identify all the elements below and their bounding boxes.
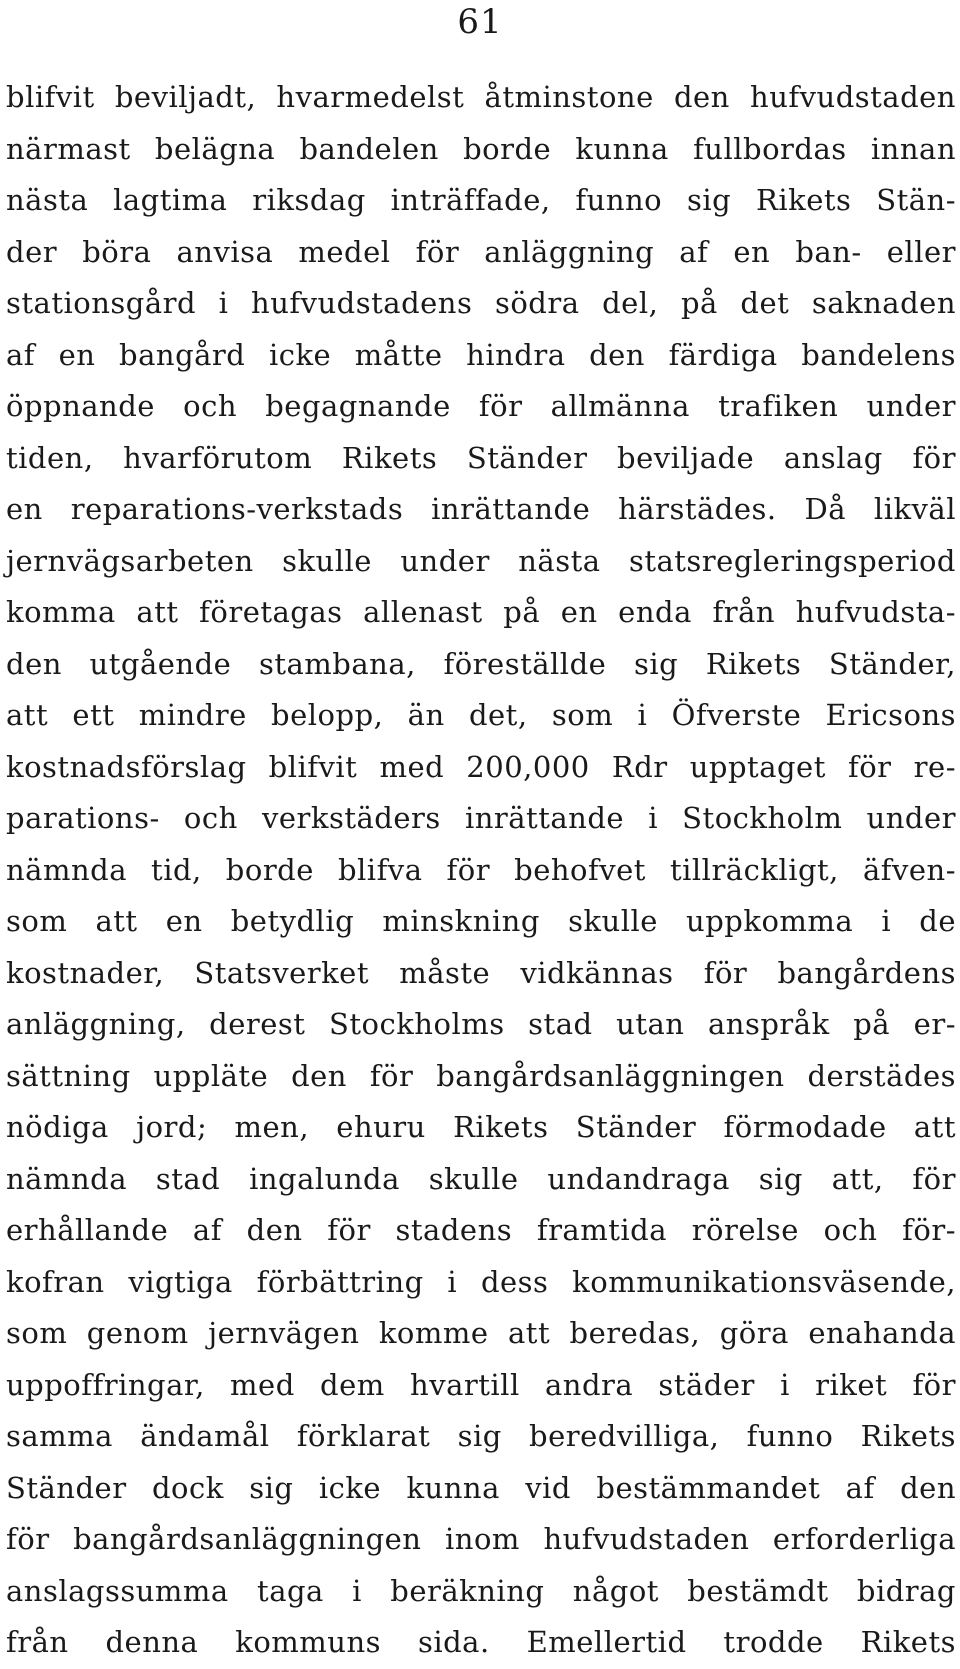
text-line: erhållande af den för stadens framtida rörelse och för- bbox=[6, 1213, 956, 1247]
text-line: för bangårdsanläggningen inom hufvudstaden erforderliga bbox=[6, 1522, 956, 1556]
text-line: kostnadsförslag blifvit med 200,000 Rdr upptaget för re- bbox=[6, 749, 956, 784]
text-line: af en bangård icke måtte hindra den färdiga bandelens bbox=[6, 337, 956, 372]
text-line: samma ändamål förklarat sig beredvilliga, funno Rikets bbox=[6, 1419, 956, 1453]
text-line: kostnader, Statsverket måste vidkännas för bangårdens bbox=[6, 955, 956, 990]
body-text bbox=[6, 72, 956, 1669]
text-line: anslagssumma taga i beräkning något bestämdt bidrag bbox=[6, 1573, 956, 1608]
text-line: komma att företagas allenast på en enda från hufvudsta- bbox=[6, 595, 956, 629]
text-line: nämnda stad ingalunda skulle undandraga sig att, för bbox=[6, 1161, 956, 1196]
text-line: blifvit beviljadt, hvarmedelst åtminstone den hufvudstaden bbox=[6, 80, 956, 114]
text-line: uppoffringar, med dem hvartill andra städer i riket för bbox=[6, 1367, 956, 1402]
text-line: anläggning, derest Stockholms stad utan anspråk på er- bbox=[6, 1007, 956, 1041]
text-line: nästa lagtima riksdag inträffade, funno sig Rikets Stän- bbox=[6, 183, 956, 217]
text-line: närmast belägna bandelen borde kunna fullbordas innan bbox=[6, 131, 956, 166]
page-number: 61 bbox=[457, 2, 503, 42]
text-line: en reparations-verkstads inrättande härstädes. Då likväl bbox=[6, 492, 956, 526]
text-line: sättning uppläte den för bangårdsanläggningen derstädes bbox=[6, 1058, 956, 1093]
text-line: öppnande och begagnande för allmänna trafiken under bbox=[6, 389, 956, 423]
text-line: kofran vigtiga förbättring i dess kommunikationsväsende, bbox=[6, 1264, 956, 1299]
text-line: parations- och verkstäders inrättande i Stockholm under bbox=[6, 801, 956, 835]
text-line: som genom jernvägen komme att beredas, göra enahanda bbox=[6, 1316, 956, 1350]
text-line: nämnda tid, borde blifva för behofvet tillräckligt, äfven- bbox=[6, 852, 956, 887]
text-line: från denna kommuns sida. Emellertid trodde Rikets bbox=[6, 1625, 956, 1659]
text-line: nödiga jord; men, ehuru Rikets Ständer förmodade att bbox=[6, 1110, 956, 1144]
text-line: att ett mindre belopp, än det, som i Öfverste Ericsons bbox=[6, 698, 956, 732]
text-line: den utgående stambana, föreställde sig Rikets Ständer, bbox=[6, 646, 956, 681]
text-line: tiden, hvarförutom Rikets Ständer beviljade anslag för bbox=[6, 440, 956, 475]
text-line: der böra anvisa medel för anläggning af en ban- eller bbox=[6, 234, 956, 269]
text-line: stationsgård i hufvudstadens södra del, på det saknaden bbox=[6, 286, 956, 320]
text-line: som att en betydlig minskning skulle uppkomma i de bbox=[6, 904, 956, 938]
text-line: Ständer dock sig icke kunna vid bestämmandet af den bbox=[6, 1470, 956, 1505]
text-line: jernvägsarbeten skulle under nästa statsregleringsperiod bbox=[6, 543, 956, 578]
